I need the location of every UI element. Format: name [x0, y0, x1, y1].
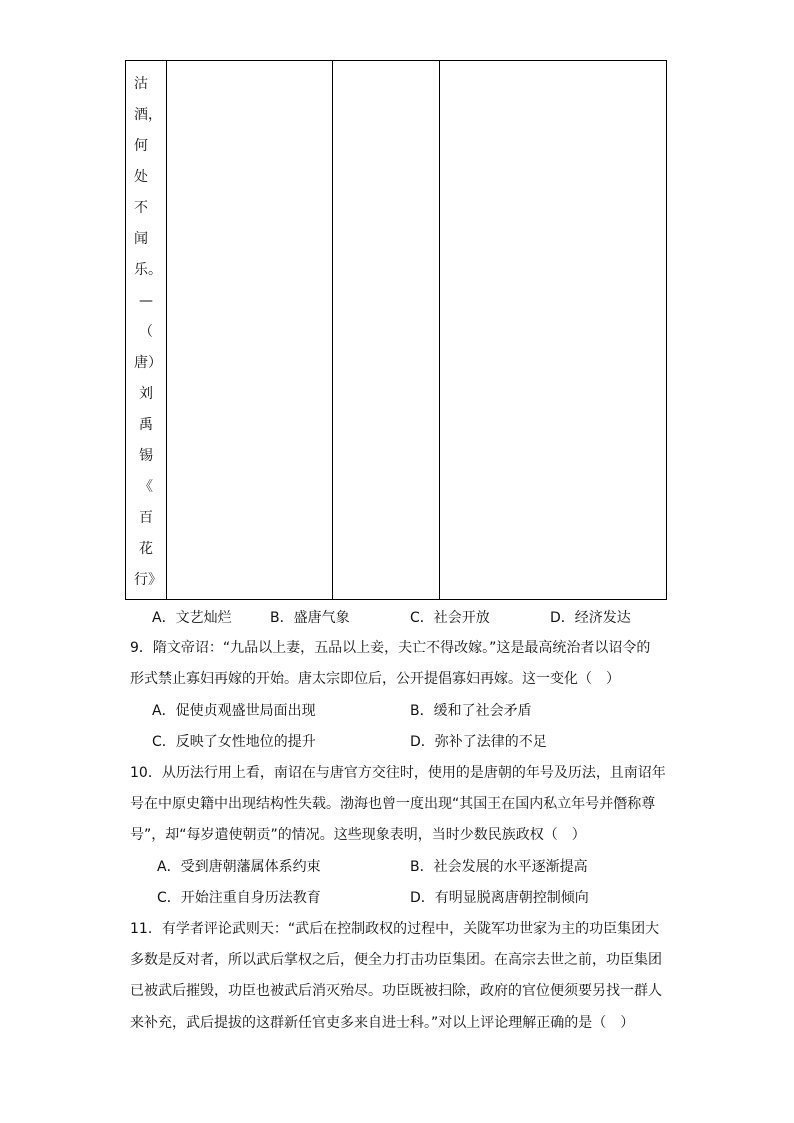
table-divider: [439, 61, 440, 599]
q11-stem-line: 多数是反对者，所以武后掌权之后，便全力打击功臣集团。在高宗去世之前，功臣集团: [130, 952, 662, 968]
table-divider: [166, 61, 167, 599]
table-char: —: [139, 293, 153, 309]
q11-stem-line: 11．有学者评论武则天：“武后在控制政权的过程中，关陇军功世家为主的功臣集团大: [130, 921, 660, 937]
table-char: 禹: [139, 417, 153, 433]
table-char: 酒，: [134, 107, 162, 123]
q9-option-c: C．反映了女性地位的提升: [152, 734, 316, 750]
q9-option-a: A．促使贞观盛世局面出现: [152, 703, 316, 719]
q8-option-b: B．盛唐气象: [270, 610, 350, 626]
q10-option-b: B．社会发展的水平逐渐提高: [410, 859, 588, 875]
table-char: 唐）: [134, 355, 162, 371]
table-char: 百: [139, 510, 153, 526]
table-char: 行》: [134, 572, 162, 588]
q11-stem-line: 来补充，武后提拔的这群新任官吏多来自进士科。”对以上评论理解正确的是（ ）: [130, 1015, 635, 1031]
q8-option-c: C．社会开放: [410, 610, 490, 626]
table-char: 闻: [134, 231, 148, 247]
q10-stem-line: 号在中原史籍中出现结构性失载。渤海也曾一度出现“其国王在国内私立年号并僭称尊: [130, 796, 656, 812]
q11-stem-line: 已被武后摧毁，功臣也被武后消灭殆尽。功臣既被扫除，政府的官位便须要另找一群人: [130, 983, 662, 999]
table-char: 不: [134, 200, 148, 216]
table-char: 花: [139, 541, 153, 557]
q8-option-d: D．经济发达: [550, 610, 631, 626]
table-char: 锡: [139, 448, 153, 464]
q10-option-d: D．有明显脱离唐朝控制倾向: [410, 890, 589, 906]
table-char: 刘: [139, 386, 153, 402]
q9-stem-line: 9．隋文帝诏：“九品以上妻，五品以上妾，夫亡不得改嫁。”这是最高统治者以诏令的: [130, 640, 651, 656]
q9-stem-line: 形式禁止寡妇再嫁的开始。唐太宗即位后，公开提倡寡妇再嫁。这一变化（ ）: [130, 671, 620, 687]
q10-stem-line: 号”，却“每岁遣使朝贡”的情况。这些现象表明，当时少数民族政权（ ）: [130, 827, 586, 843]
table-char: 乐。: [134, 262, 162, 278]
table-char: （: [139, 324, 153, 340]
q10-option-c: C．开始注重自身历法教育: [157, 890, 321, 906]
q10-option-a: A．受到唐朝藩属体系约束: [157, 859, 321, 875]
table-char: 处: [134, 169, 148, 185]
table-divider: [332, 61, 333, 599]
q9-option-d: D．弥补了法律的不足: [410, 734, 547, 750]
table-char: 何: [134, 138, 148, 154]
q8-option-a: A．文艺灿烂: [152, 610, 232, 626]
q10-stem-line: 10．从历法行用上看，南诏在与唐官方交往时，使用的是唐朝的年号及历法，且南诏年: [130, 765, 666, 781]
poem-table: [125, 60, 667, 600]
q9-option-b: B．缓和了社会矛盾: [410, 703, 532, 719]
table-char: 沽: [134, 76, 148, 92]
table-char: 《: [139, 479, 153, 495]
